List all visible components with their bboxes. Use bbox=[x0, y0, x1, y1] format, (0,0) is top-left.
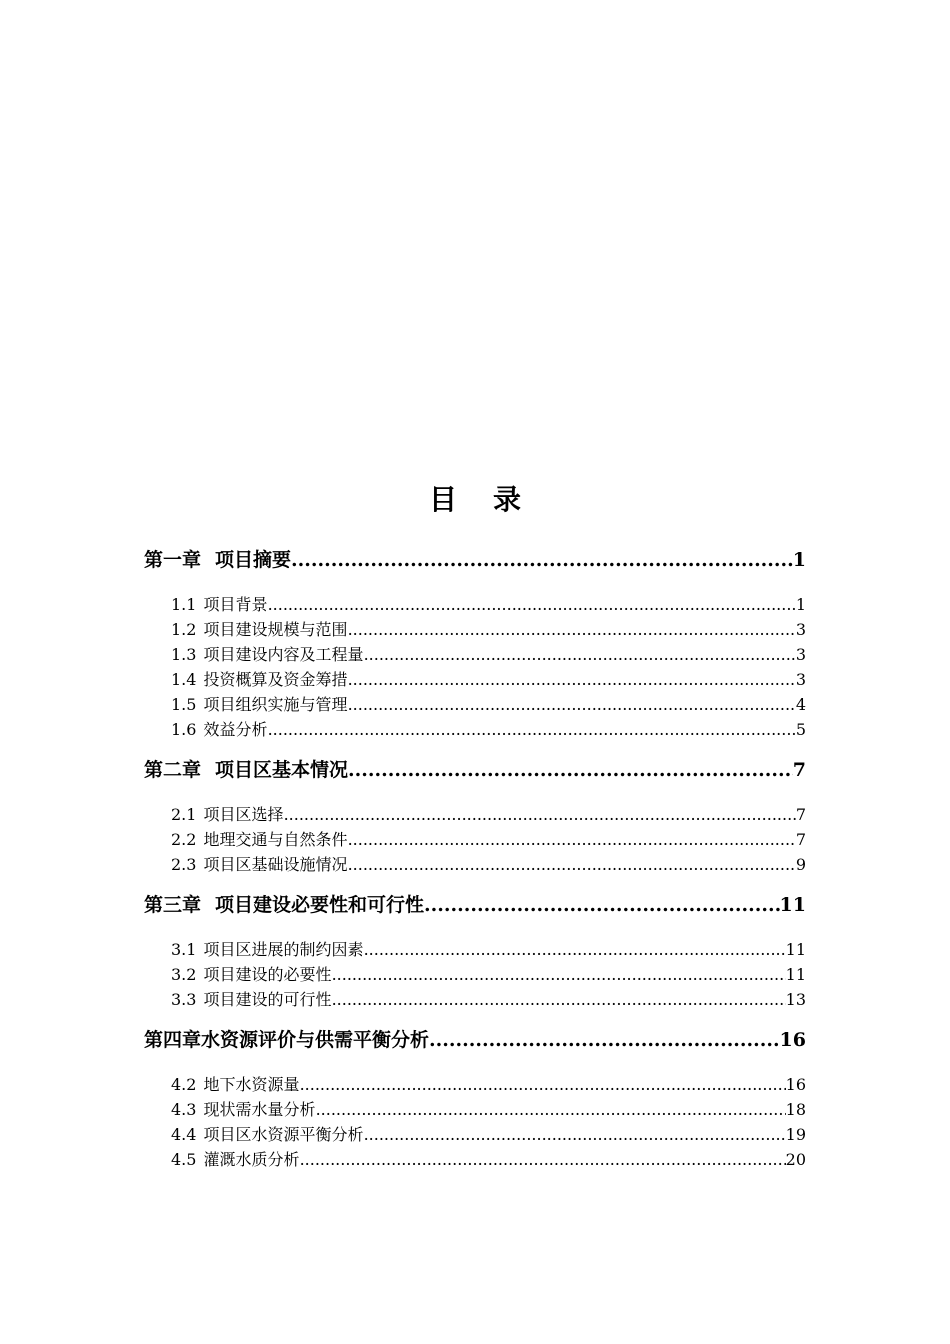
dot-leader bbox=[348, 756, 793, 784]
section-title: 地下水资源量 bbox=[203, 1075, 300, 1094]
section-number: 2.3 bbox=[171, 855, 197, 874]
toc-chapter-3[interactable] bbox=[144, 891, 806, 919]
chapter-title: 水资源评价与供需平衡分析 bbox=[201, 1029, 430, 1051]
dot-leader bbox=[316, 1097, 786, 1122]
page-number: 16 bbox=[779, 1029, 806, 1051]
toc-section[interactable] bbox=[144, 1122, 806, 1147]
toc-section[interactable] bbox=[144, 1072, 806, 1097]
dot-leader bbox=[332, 987, 786, 1012]
page-number: 3 bbox=[795, 645, 806, 664]
toc-section[interactable] bbox=[144, 592, 806, 617]
dot-leader bbox=[348, 852, 796, 877]
chapter-group bbox=[144, 546, 806, 742]
section-title: 项目区选择 bbox=[203, 805, 284, 824]
section-number: 1.2 bbox=[171, 620, 197, 639]
section-title: 现状需水量分析 bbox=[203, 1100, 316, 1119]
section-heading bbox=[171, 717, 268, 742]
section-heading bbox=[171, 692, 348, 717]
section-title: 项目区水资源平衡分析 bbox=[203, 1125, 364, 1144]
section-heading bbox=[171, 827, 348, 852]
dot-leader bbox=[348, 692, 796, 717]
chapter-number: 第一章 bbox=[144, 549, 202, 571]
chapter-number: 第二章 bbox=[144, 759, 202, 781]
page-number: 13 bbox=[785, 990, 806, 1009]
dot-leader bbox=[300, 1072, 786, 1097]
page-number: 20 bbox=[785, 1150, 806, 1169]
chapter-heading bbox=[144, 1026, 429, 1054]
section-number: 1.6 bbox=[171, 720, 197, 739]
page-number: 1 bbox=[792, 549, 806, 571]
section-title: 项目区基础设施情况 bbox=[203, 855, 348, 874]
chapter-title: 项目摘要 bbox=[215, 549, 292, 571]
section-number: 2.1 bbox=[171, 805, 197, 824]
toc-section[interactable] bbox=[144, 617, 806, 642]
section-heading bbox=[171, 667, 348, 692]
page-number: 19 bbox=[785, 1125, 806, 1144]
page-number: 7 bbox=[795, 805, 806, 824]
chapter-number: 第四章 bbox=[144, 1029, 202, 1051]
toc-chapter-2[interactable] bbox=[144, 756, 806, 784]
page-number: 9 bbox=[795, 855, 806, 874]
page-number: 7 bbox=[792, 759, 806, 781]
toc-section[interactable] bbox=[144, 717, 806, 742]
dot-leader bbox=[291, 546, 793, 574]
section-heading bbox=[171, 852, 348, 877]
section-heading bbox=[171, 937, 364, 962]
page-number: 16 bbox=[785, 1075, 806, 1094]
page-number: 11 bbox=[785, 965, 806, 984]
chapter-heading bbox=[144, 756, 348, 784]
dot-leader bbox=[268, 717, 796, 742]
toc-section[interactable] bbox=[144, 642, 806, 667]
dot-leader bbox=[364, 937, 786, 962]
toc-section[interactable] bbox=[144, 1097, 806, 1122]
toc-section[interactable] bbox=[144, 962, 806, 987]
section-heading bbox=[171, 642, 364, 667]
page-number: 11 bbox=[785, 940, 806, 959]
section-number: 4.5 bbox=[171, 1150, 197, 1169]
chapter-heading bbox=[144, 546, 291, 574]
toc-chapter-4[interactable] bbox=[144, 1026, 806, 1054]
chapter-title: 项目区基本情况 bbox=[215, 759, 349, 781]
toc-section[interactable] bbox=[144, 827, 806, 852]
section-heading bbox=[171, 617, 348, 642]
section-heading bbox=[171, 1122, 364, 1147]
dot-leader bbox=[332, 962, 786, 987]
dot-leader bbox=[429, 1026, 780, 1054]
section-title: 项目建设的必要性 bbox=[203, 965, 332, 984]
dot-leader bbox=[364, 642, 796, 667]
chapter-title: 项目建设必要性和可行性 bbox=[215, 894, 425, 916]
dot-leader bbox=[268, 592, 796, 617]
page-number: 3 bbox=[795, 670, 806, 689]
section-number: 3.3 bbox=[171, 990, 197, 1009]
section-number: 4.3 bbox=[171, 1100, 197, 1119]
section-heading bbox=[171, 1097, 316, 1122]
section-number: 1.4 bbox=[171, 670, 197, 689]
chapter-group bbox=[144, 1026, 806, 1172]
section-title: 投资概算及资金筹措 bbox=[203, 670, 348, 689]
toc-section[interactable] bbox=[144, 987, 806, 1012]
section-title: 项目建设的可行性 bbox=[203, 990, 332, 1009]
dot-leader bbox=[348, 827, 796, 852]
toc-title: 目录 bbox=[428, 483, 557, 516]
toc-section[interactable] bbox=[144, 692, 806, 717]
section-number: 3.1 bbox=[171, 940, 197, 959]
page-number: 11 bbox=[779, 894, 806, 916]
section-title: 项目建设内容及工程量 bbox=[203, 645, 364, 664]
dot-leader bbox=[300, 1147, 786, 1172]
page-number: 4 bbox=[795, 695, 806, 714]
dot-leader bbox=[284, 802, 796, 827]
toc-section[interactable] bbox=[144, 802, 806, 827]
dot-leader bbox=[348, 667, 796, 692]
toc-section[interactable] bbox=[144, 1147, 806, 1172]
section-title: 地理交通与自然条件 bbox=[203, 830, 348, 849]
toc-section[interactable] bbox=[144, 852, 806, 877]
section-heading bbox=[171, 802, 284, 827]
dot-leader bbox=[424, 891, 780, 919]
section-number: 1.5 bbox=[171, 695, 197, 714]
section-title: 效益分析 bbox=[203, 720, 268, 739]
toc-section[interactable] bbox=[144, 937, 806, 962]
section-number: 3.2 bbox=[171, 965, 197, 984]
page-number: 3 bbox=[795, 620, 806, 639]
section-title: 项目区进展的制约因素 bbox=[203, 940, 364, 959]
page-number: 1 bbox=[795, 595, 806, 614]
dot-leader bbox=[348, 617, 796, 642]
section-number: 2.2 bbox=[171, 830, 197, 849]
section-heading bbox=[171, 962, 332, 987]
section-heading bbox=[171, 592, 268, 617]
page-number: 5 bbox=[795, 720, 806, 739]
toc-chapter-1[interactable] bbox=[144, 546, 806, 574]
page-number: 7 bbox=[795, 830, 806, 849]
section-heading bbox=[171, 987, 332, 1012]
section-heading bbox=[171, 1072, 300, 1097]
chapter-number: 第三章 bbox=[144, 894, 202, 916]
page-number: 18 bbox=[785, 1100, 806, 1119]
chapter-heading bbox=[144, 891, 424, 919]
section-number: 1.1 bbox=[171, 595, 197, 614]
table-of-contents bbox=[144, 480, 806, 1186]
chapter-group bbox=[144, 756, 806, 877]
section-number: 4.2 bbox=[171, 1075, 197, 1094]
section-heading bbox=[171, 1147, 300, 1172]
dot-leader bbox=[364, 1122, 786, 1147]
section-title: 项目建设规模与范围 bbox=[203, 620, 348, 639]
section-number: 4.4 bbox=[171, 1125, 197, 1144]
section-title: 灌溉水质分析 bbox=[203, 1150, 300, 1169]
section-number: 1.3 bbox=[171, 645, 197, 664]
section-title: 项目组织实施与管理 bbox=[203, 695, 348, 714]
toc-section[interactable] bbox=[144, 667, 806, 692]
section-title: 项目背景 bbox=[203, 595, 268, 614]
chapter-group bbox=[144, 891, 806, 1012]
